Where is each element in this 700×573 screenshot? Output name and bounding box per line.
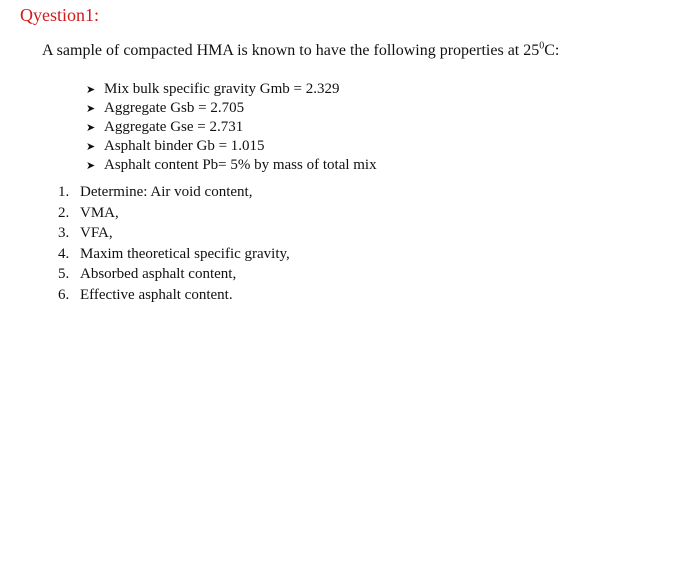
degree-superscript: 0 (539, 40, 545, 52)
task-item (58, 244, 290, 265)
properties-list (86, 80, 377, 175)
property-item (86, 137, 377, 156)
intro-suffix: C: (544, 42, 560, 59)
task-text: Determine: Air void content, (80, 184, 253, 200)
arrowhead-bullet-icon: ➤ (86, 140, 96, 153)
property-text: Aggregate Gsb = 2.705 (104, 100, 245, 116)
task-item (58, 203, 290, 224)
property-text: Mix bulk specific gravity Gmb = 2.329 (104, 81, 340, 97)
task-number: 5. (58, 266, 70, 283)
property-item (86, 156, 377, 175)
property-text: Asphalt binder Gb = 1.015 (104, 138, 265, 154)
intro-text: A sample of compacted HMA is known to have the following properties at 25 (42, 42, 540, 59)
question-heading: Qyestion1: (20, 5, 99, 25)
property-text: Aggregate Gse = 2.731 (104, 119, 244, 135)
property-item (86, 118, 377, 137)
task-number: 4. (58, 245, 70, 262)
property-item (86, 99, 377, 118)
task-number: 1. (58, 184, 70, 200)
task-item (58, 264, 290, 285)
arrowhead-bullet-icon: ➤ (86, 102, 96, 115)
task-item (58, 285, 290, 306)
property-item (86, 80, 377, 99)
task-text: Maxim theoretical specific gravity, (80, 245, 290, 262)
task-text: VFA, (80, 225, 113, 242)
property-text: Asphalt content Pb= 5% by mass of total mix (104, 157, 377, 173)
task-item (58, 182, 290, 203)
task-text: Absorbed asphalt content, (80, 266, 237, 283)
task-item (58, 223, 290, 244)
task-number: 2. (58, 204, 70, 221)
arrowhead-bullet-icon: ➤ (86, 83, 96, 96)
intro-sentence (42, 42, 559, 60)
task-text: Effective asphalt content. (80, 286, 233, 303)
arrowhead-bullet-icon: ➤ (86, 121, 96, 134)
task-number: 3. (58, 225, 70, 242)
task-text: VMA, (80, 204, 119, 221)
arrowhead-bullet-icon: ➤ (86, 159, 96, 172)
tasks-list (58, 182, 290, 306)
task-number: 6. (58, 286, 70, 303)
